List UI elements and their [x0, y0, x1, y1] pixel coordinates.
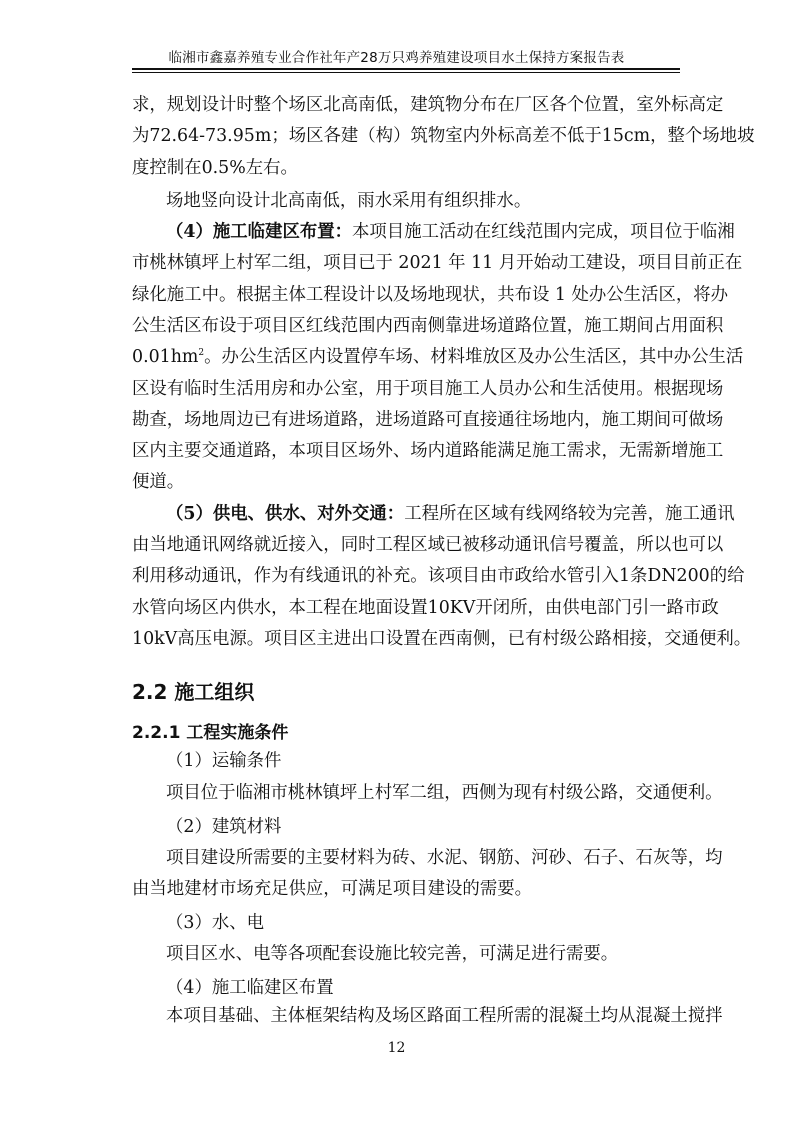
- paragraph-heading: （4）施工临建区布置：: [166, 222, 353, 242]
- body-line: 区内主要交通道路，本项目区场外、场内道路能满足施工需求，无需新增施工: [132, 441, 724, 461]
- body-line: 项目位于临湘市桃林镇坪上村军二组，西侧为现有村级公路，交通便利。: [166, 783, 723, 803]
- body-line: 由当地通讯网络就近接入，同时工程区域已被移动通讯信号覆盖，所以也可以: [132, 535, 724, 555]
- body-line: 便道。: [132, 472, 185, 492]
- header-rule-thin: [132, 72, 680, 73]
- item-title: （3）水、电: [166, 913, 265, 933]
- body-line: 勘查，场地周边已有进场道路，进场道路可直接通往场地内，施工期间可做场: [132, 410, 724, 430]
- item-title: （1）运输条件: [166, 751, 282, 771]
- body-line: 10kV高压电源。项目区主进出口设置在西南侧，已有村级公路相接，交通便利。: [132, 629, 752, 649]
- body-text: 本项目施工活动在红线范围内完成，项目位于临湘: [352, 222, 735, 242]
- running-header: 临湘市鑫嘉养殖专业合作社年产28万只鸡养殖建设项目水土保持方案报告表: [168, 50, 625, 66]
- body-line: 项目区水、电等各项配套设施比较完善，可满足进行需要。: [166, 944, 619, 964]
- body-line: 求，规划设计时整个场区北高南低，建筑物分布在厂区各个位置，室外标高定: [132, 95, 724, 115]
- body-line: 由当地建材市场充足供应，可满足项目建设的需要。: [132, 879, 532, 899]
- paragraph-heading: （5）供电、供水、对外交通：: [166, 504, 405, 524]
- body-line: 公生活区布设于项目区红线范围内西南侧靠进场道路位置，施工期间占用面积: [132, 316, 724, 336]
- body-text: 。办公生活区内设置停车场、材料堆放区及办公生活区，其中办公生活: [204, 347, 744, 367]
- body-line: 区设有临时生活用房和办公室，用于项目施工人员办公和生活使用。根据现场: [132, 379, 724, 399]
- body-line: 绿化施工中。根据主体工程设计以及场地现状，共布设 1 处办公生活区，将办: [132, 285, 729, 305]
- area-unit-superscript: 2: [198, 348, 205, 359]
- item-title: （2）建筑材料: [166, 817, 282, 837]
- item-title: （4）施工临建区布置: [166, 978, 334, 998]
- subsection-heading: 2.2.1 工程实施条件: [132, 723, 289, 743]
- page-number: 12: [387, 1040, 406, 1056]
- body-line: 水管向场区内供水，本工程在地面设置10KV开闭所，由供电部门引一路市政: [132, 598, 719, 618]
- body-line: 市桃林镇坪上村军二组，项目已于 2021 年 11 月开始动工建设，项目目前正在: [132, 253, 743, 273]
- body-line: 项目建设所需要的主要材料为砖、水泥、钢筋、河砂、石子、石灰等，均: [166, 848, 723, 868]
- section-heading: 2.2 施工组织: [132, 680, 255, 704]
- paragraph-construction-area-first-line: [166, 220, 735, 244]
- body-line: 本项目基础、主体框架结构及场区路面工程所需的混凝土均从混凝土搅拌: [166, 1006, 723, 1026]
- body-line: 度控制在0.5%左右。: [132, 158, 298, 178]
- body-line: 为72.64-73.95m；场区各建（构）筑物室内外标高差不低于15cm，整个场地坡: [132, 126, 755, 146]
- body-line-area: [132, 345, 744, 369]
- body-line: 场地竖向设计北高南低，雨水采用有组织排水。: [166, 191, 532, 211]
- body-text: 工程所在区域有线网络较为完善，施工通讯: [404, 504, 735, 524]
- area-value: 0.01hm: [132, 347, 199, 367]
- body-line: 利用移动通讯，作为有线通讯的补充。该项目由市政给水管引入1条DN200的给: [132, 566, 745, 586]
- header-rule: [132, 68, 680, 70]
- paragraph-utilities-first-line: [166, 502, 735, 526]
